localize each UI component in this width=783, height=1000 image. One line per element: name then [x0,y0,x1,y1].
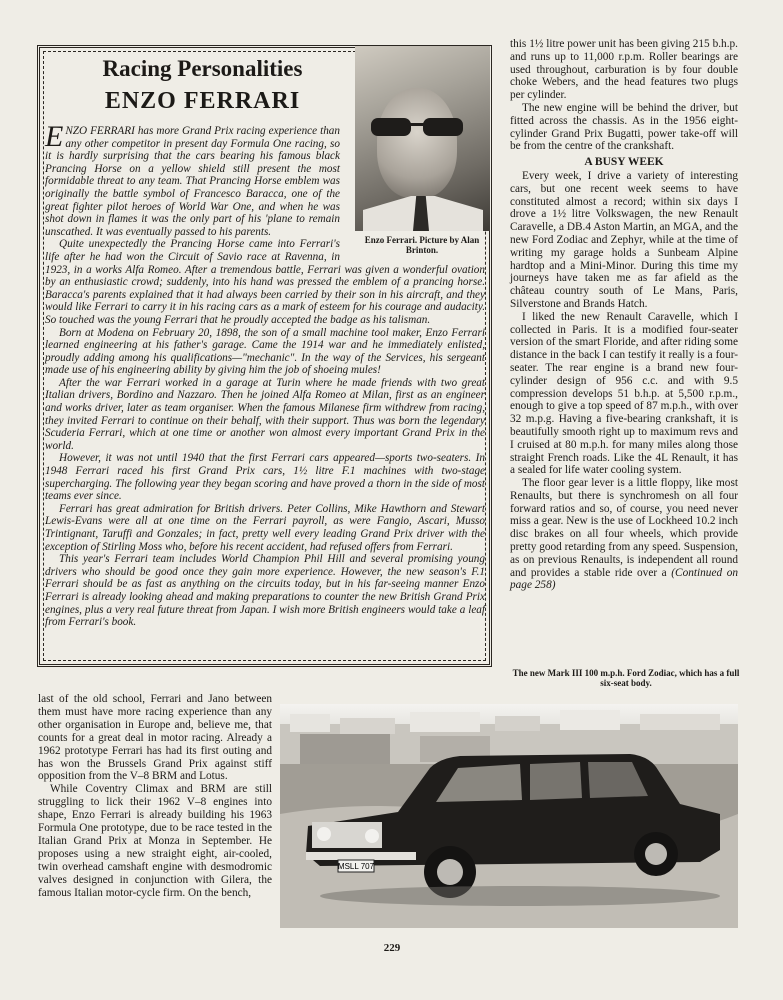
feature-paragraph: This year's Ferrari team includes World Champion Phil Hill and several promising young drivers who should be good once they gain more experience. However, the new season's F.1 Ferrari should be as fast as anything on the circuits today, but in his far-seeing manner Enzo Ferrari is already looking ahead and making preparations to counter the new British Grand Prix engines, plus a very real future threat from Japan. I wish more British engineers would take a leaf from Ferrari's book. [45,553,485,629]
continued-note: (Continued on page 258) [510,566,738,592]
car-photo [280,704,738,928]
body-paragraph: While Coventry Climax and BRM are still struggling to lick their 1962 V–8 engines into shape, Enzo Ferrari is already building his 1963 Formula One prototype, due to be race tested in the Italian Grand Prix at Monza in September. He proposes using a new straight eight, air-cooled, twin overhead camshaft engine with desmodromic valves designed in conjunction with Gilera, the famous Italian motor-cycle firm. On the bench, [38,783,272,899]
license-plate: MSLL 707 [337,862,375,871]
feature-series-title: Racing Personalities [102,56,303,81]
body-paragraph: I liked the new Renault Caravelle, which I collected in Paris. It is a modified four-seater version of the smart Floride, and after riding some distance in the back I can testify it really is a four-seater. The rear engine is a brand new four-cylinder design of 956 c.c. and with 9.5 compression develops 51 b.h.p. at 5,500 r.p.m., enough to give a top speed of 87 m.p.h., with over 32 m.p.g. Having a five-bearing crankshaft, it is beautifully smooth right up to maximum revs and I cruised at 80 m.p.h. for many miles along those straight French roads. Like the 4L Renault, it has a sealed for life water cooling system. [510,310,738,477]
feature-paragraph: Ferrari has great admiration for British drivers. Peter Collins, Mike Hawthorn and Stewart Lewis-Evans were all at one time on the Ferrari payroll, as were Fangio, Ascari, Musso Trintignant, Taruffi and Gonzales; in fact, pretty well every leading Grand Prix driver with the exception of Stirling Moss who, before his recent accident, had refused offers from Ferrari. [45,502,485,553]
body-paragraph: this 1½ litre power unit has been giving 215 b.h.p. and runs up to 11,000 r.p.m. Roller bearings are used throughout, carburation is by four double choke Webers, and the head features two plugs per cylinder. [510,38,738,102]
drop-cap: E [45,120,64,153]
page-number: 229 [383,942,401,954]
body-paragraph [510,477,738,592]
portrait-caption: Enzo Ferrari. Picture by Alan Brinton. [364,235,480,255]
section-heading: A BUSY WEEK [584,156,664,169]
lower-left-column [38,693,272,900]
feature-paragraph: NZO FERRARI has more Grand Prix racing experience than any other competitor in present day Formula One racing, so it is hardly surprising that the cars bearing his famous black Prancing Horse on a yellow shield still present the most formidable threat to any team. That Prancing Horse emblem was originally the battle symbol of Francesco Baracca, one of the great fighter pilot heroes of World War One, and when he was shot down in flames it was the only part of his 'plane to remain unscathed. It was eventually passed to his parents. [45,125,340,238]
feature-paragraph: Born at Modena on February 20, 1898, the son of a small machine tool maker, Enzo Ferrari learned engineering at his father's garage. Came the 1914 war and he immediately enlisted, proudly adding among his qualifications—"mechanic". In the way of the Services, his sergeant made use of his engineering ability by giving him the job of shoeing mules! [45,326,485,377]
feature-paragraph: However, it was not until 1940 that the first Ferrari cars appeared—sports two-seaters. In 1948 Ferrari raced his first Grand Prix cars, 1½ litre F.1 machines with two-stage supercharging. The following year they began scoring and have proved a thorn in the side of most teams ever since. [45,452,485,503]
feature-title: ENZO FERRARI [104,88,301,114]
feature-paragraph: Quite unexpectedly the Prancing Horse came into Ferrari's life after he had won the Circuit of Savio race at Ravenna, in 1923, in a works Alfa Romeo. After a tremendous battle, Ferrari was given a wonderful ovation by an enthusiastic crowd; suddenly, into his hand was pressed the emblem of a prancing horse. Baracca's parents explained that it had always been carried by their son in his aircraft, and they would like Ferrari to carry it in his racing cars as a mark of esteem for his courage and audacity. So touched was the young Ferrari that he proudly accepted the badge as his talisman. [45,238,485,326]
right-column [510,38,738,592]
body-paragraph: The new engine will be behind the driver, but fitted across the chassis. As in the 1956 eight-cylinder Grand Prix Bugatti, power take-off will be from the centre of the crankshaft. [510,101,738,153]
body-text: The floor gear lever is a little floppy, like most Renaults, but there is synchromesh on all four forward ratios and so, of course, you need never miss a gear. New is the use of Lockheed 10.2 inch disc brakes on all four wheels, which provide pretty good retarding from any speed. Suspension, as on previous Renaults, is independent all round and provides a stable ride over a [510,477,738,579]
body-paragraph: last of the old school, Ferrari and Jano between them must have more racing experience than any other organisation in Europe and, believe me, that counts for a great deal in motor racing. Already a 1962 prototype Ferrari has had its first outing and has won the Brussels Grand Prix against stiff opposition from the V–8 BRM and Lotus. [38,693,272,783]
feature-paragraph: After the war Ferrari worked in a garage at Turin where he made friends with two great Italian drivers, Bordino and Nazzaro. Then he joined Alfa Romeo at Milan, first as an engineer and works driver, later as team organiser. When the famous Milanese firm withdrew from racing, they invited Ferrari to continue on their behalf, with their support. Thus was born the legendary Scuderia Ferrari, which at one time or another won almost every important Grand Prix in the world. [45,376,485,452]
body-paragraph: Every week, I drive a variety of interesting cars, but one recent week seems to have constituted almost a record; within six days I drove a 1½ litre Volkswagen, the new Renault Caravelle, a DB.4 Aston Martin, an MGA, and the new Ford Zodiac and Zephyr, while at the time of writing my garage holds a Sunbeam Alpine hardtop and a Mini-Minor. During this time my journeys have taken me as far afield as the château country south of Le Mans, Paris, Silverstone and Brands Hatch. [510,169,738,310]
feature-body [45,120,485,629]
car-photo-caption: The new Mark III 100 m.p.h. Ford Zodiac, which has a full six-seat body. [512,668,740,688]
